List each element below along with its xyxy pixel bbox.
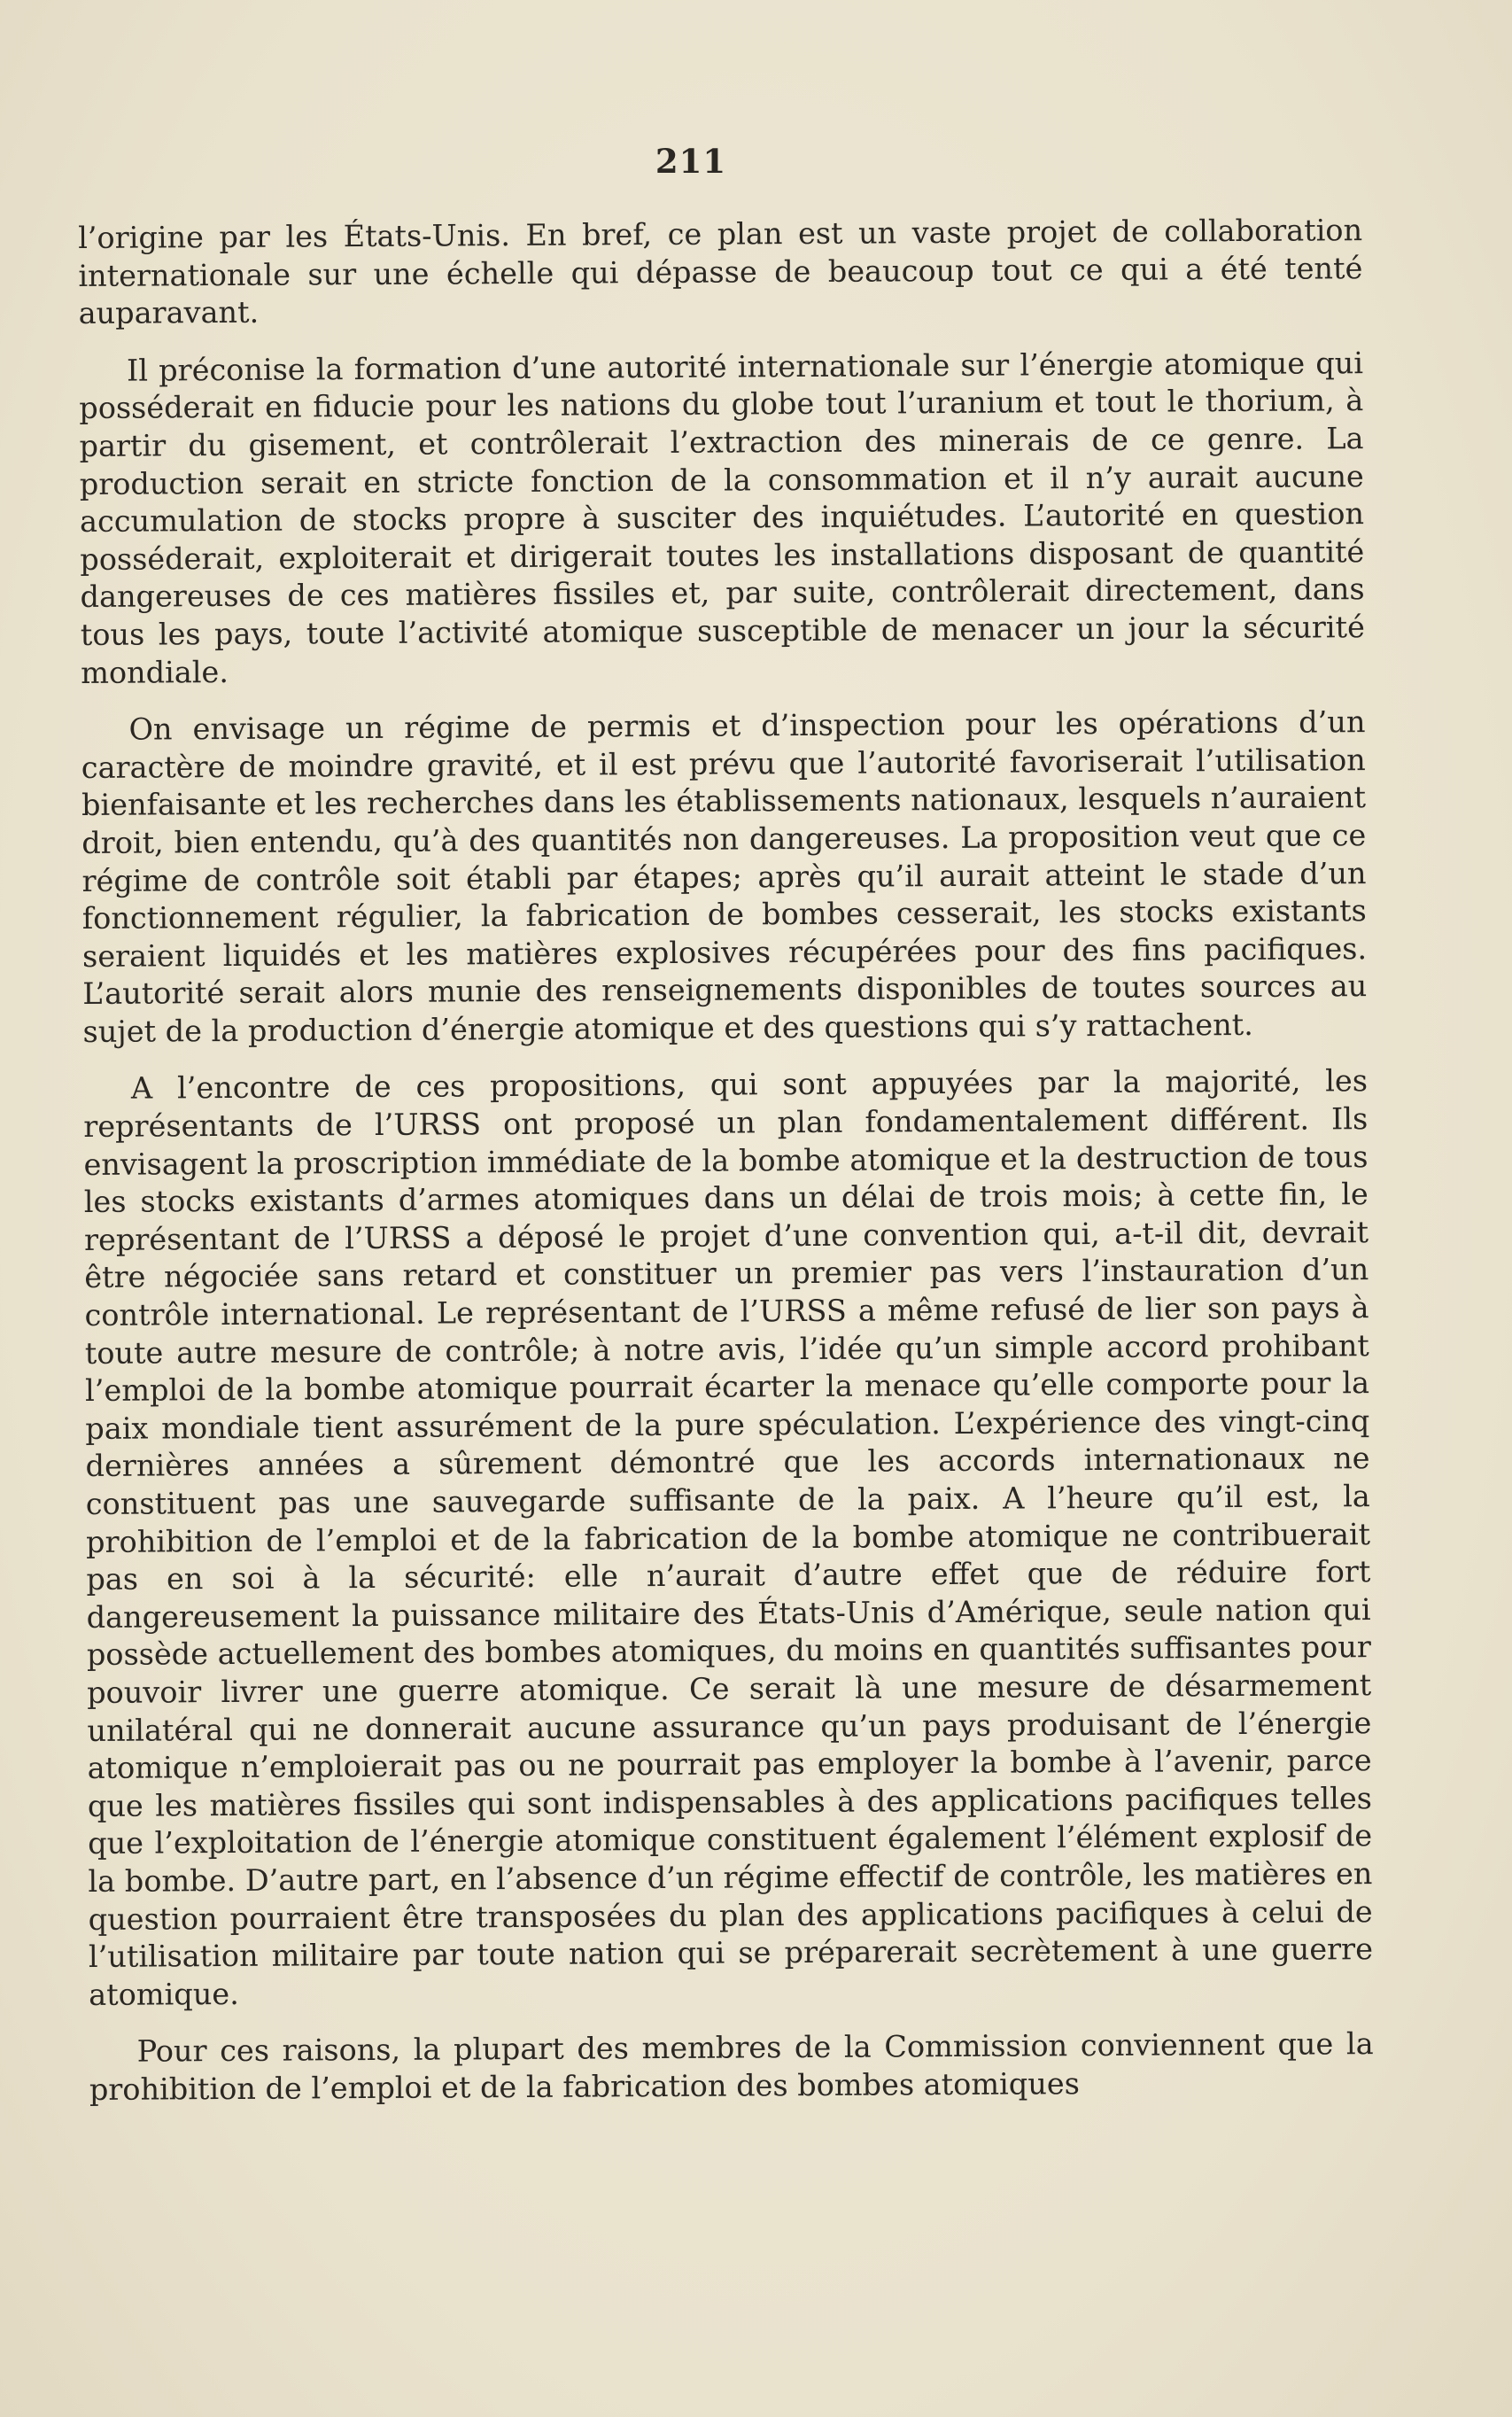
paragraph-authority-proposal: Il préconise la formation d’une autorité internationale sur l’énergie atomique qui posséderait en fiducie pour les nations du globe tout l’uranium et tout le thorium, à partir du gisement, et contrôlerait l’extraction des minerais de ce genre. La production serait en stricte fonction de la consommation et il n’y aurait aucune accumulation de stocks propre à susciter des inquiétudes. L’autorité en question posséderait, exploiterait et dirigerait toutes les installations disposant de quantité dangereuses de ces matières fissiles et, par suite, contrôlerait directement, dans tous les pays, toute l’activité atomique susceptible de menacer un jour la sécurité mondiale. (79, 345, 1365, 690)
body-text (78, 212, 1374, 2128)
paragraph-continuation: l’origine par les États-Unis. En bref, ce plan est un vaste projet de collaboration internationale sur une échelle qui dépasse de beaucoup tout ce qui a été tenté auparavant. (78, 213, 1363, 331)
page-number: 211 (655, 142, 727, 181)
paragraph-commission-conclusion: Pour ces raisons, la plupart des membres de la Commission conviennent que la prohibition de l’emploi et de la fabrication des bombes atomiques (89, 2026, 1374, 2107)
paragraph-permits-inspection: On envisage un régime de permis et d’inspection pour les opérations d’un caractère de moindre gravité, et il est prévu que l’autorité favoriserait l’utilisation bienfaisante et les recherches dans les établissements nationaux, lesquels n’auraient droit, bien entendu, qu’à des quantités non dangereuses. La proposition veut que ce régime de contrôle soit établi par étapes; après qu’il aurait atteint le stade d’un fonctionnement régulier, la fabrication de bombes cesserait, les stocks existants seraient liquidés et les matières explosives récupérées pour des fins pacifiques. L’autorité serait alors munie des renseignements disponibles de toutes sources au sujet de la production d’énergie atomique et des questions qui s’y rattachent. (81, 704, 1368, 1049)
paragraph-ussr-counterproposal: A l’encontre de ces propositions, qui sont appuyées par la majorité, les représentants de l’URSS ont proposé un plan fondamentalement différent. Ils envisagent la proscription immédiate de la bombe atomique et la destruction de tous les stocks existants d’armes atomiques dans un délai de trois mois; à cette fin, le représentant de l’URSS a déposé le projet d’une convention qui, a-t-il dit, devrait être négociée sans retard et constituer un premier pas vers l’instauration d’un contrôle international. Le représentant de l’URSS a même refusé de lier son pays à toute autre mesure de contrôle; à notre avis, l’idée qu’un simple accord prohibant l’emploi de la bombe atomique pourrait écarter la menace qu’elle comporte pour la paix mondiale tient assurément de la pure spéculation. L’expérience des vingt-cinq dernières années a sûrement démontré que les accords internationaux ne constituent pas une sauvegarde suffisante de la paix. A l’heure qu’il est, la prohibition de l’emploi et de la fabrication de la bombe atomique ne contribuerait pas en soi à la sécurité: elle n’aurait d’autre effet que de réduire fort dangereusement la puissance militaire des États-Unis d’Amérique, seule nation qui possède actuellement des bombes atomiques, du moins en quantités suffisantes pour pouvoir livrer une guerre atomique. Ce serait là une mesure de désarmement unilatéral qui ne donnerait aucune assurance qu’un pays produisant de l’énergie atomique n’emploierait pas ou ne pourrait pas employer la bombe à l’avenir, parce que les matières fissiles qui sont indispensables à des applications pacifiques telles que l’exploitation de l’énergie atomique constituent également l’élément explosif de la bombe. D’autre part, en l’absence d’un régime effectif de contrôle, les matières en question pourraient être transposées du plan des applications pacifiques à celui de l’utilisation militaire par toute nation qui se préparerait secrètement à une guerre atomique. (83, 1063, 1374, 2012)
